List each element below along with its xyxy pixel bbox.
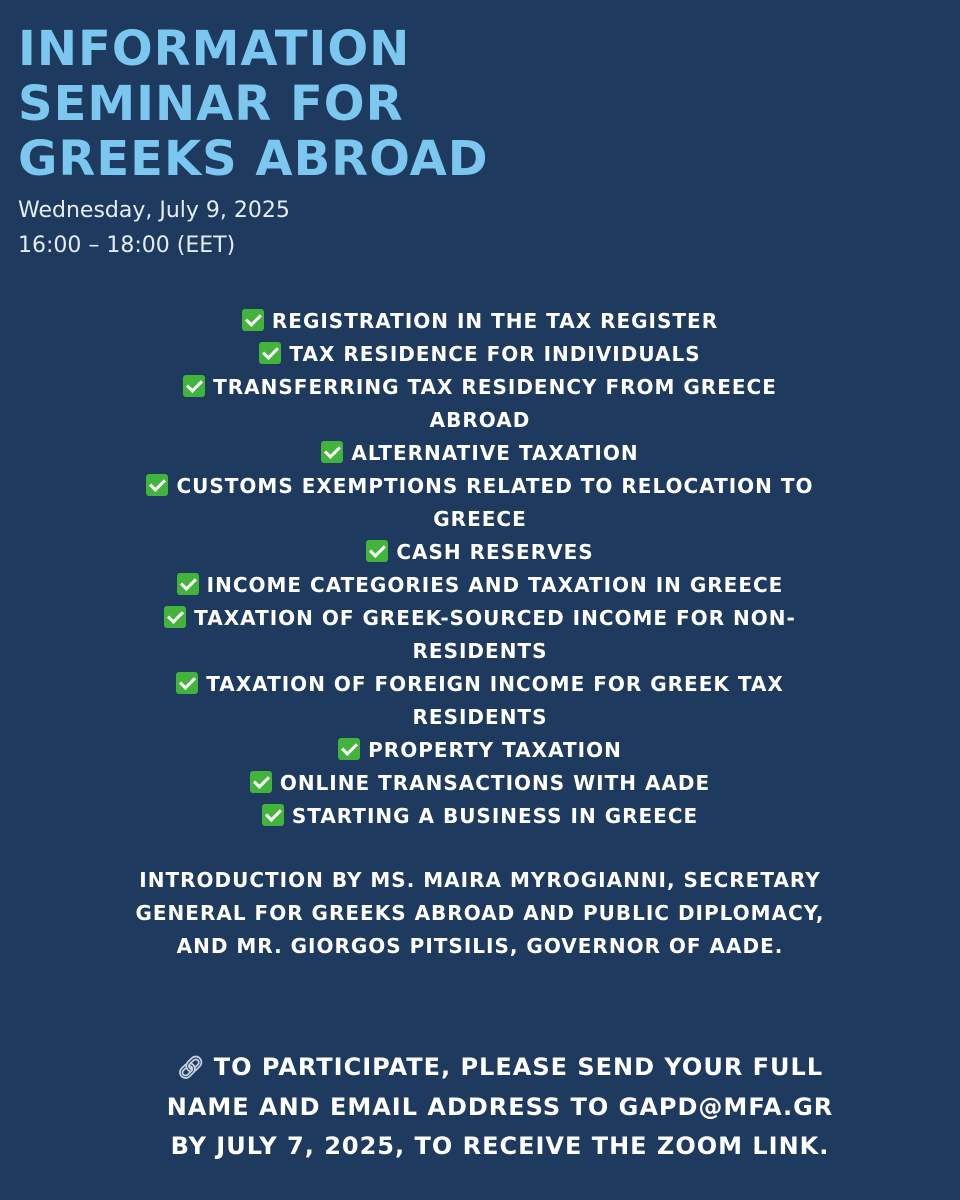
topic-item — [130, 668, 830, 734]
event-time: 16:00 – 18:00 (EET) — [18, 233, 236, 258]
check-mark-icon — [262, 804, 284, 826]
participation-note — [160, 1048, 840, 1166]
topic-item — [130, 800, 830, 833]
topic-item — [130, 734, 830, 767]
topic-item — [130, 371, 830, 437]
topic-label: CASH RESERVES — [396, 540, 594, 564]
topic-item — [130, 602, 830, 668]
check-mark-icon — [338, 738, 360, 760]
topic-label: CUSTOMS EXEMPTIONS RELATED TO RELOCATION TO GREECE — [176, 474, 814, 531]
topic-label: REGISTRATION IN THE TAX REGISTER — [271, 309, 719, 333]
topic-item — [130, 338, 830, 371]
topic-label: TAXATION OF GREEK-SOURCED INCOME FOR NON-RESIDENTS — [194, 606, 796, 663]
participation-text: TO PARTICIPATE, PLEASE SEND YOUR FULL NAME AND EMAIL ADDRESS TO GAPD@MFA.GR BY JULY 7, 2025, TO RECEIVE THE ZOOM LINK. — [166, 1053, 834, 1160]
check-mark-icon — [259, 342, 281, 364]
check-mark-icon — [176, 672, 198, 694]
topic-label: INCOME CATEGORIES AND TAXATION IN GREECE — [206, 573, 784, 597]
topic-label: ONLINE TRANSACTIONS WITH AADE — [279, 771, 711, 795]
title-line-1: INFORMATION — [18, 21, 411, 77]
topic-item — [130, 536, 830, 569]
check-mark-icon — [321, 441, 343, 463]
header — [18, 22, 618, 263]
check-mark-icon — [250, 771, 272, 793]
topic-item — [130, 767, 830, 800]
topic-label: TAXATION OF FOREIGN INCOME FOR GREEK TAX RESIDENTS — [206, 672, 784, 729]
topic-label: TAX RESIDENCE FOR INDIVIDUALS — [289, 342, 701, 366]
topics-list — [0, 305, 960, 833]
link-icon: 🔗︎ — [176, 1056, 206, 1081]
topic-item — [130, 437, 830, 470]
topic-label: STARTING A BUSINESS IN GREECE — [291, 804, 699, 828]
topic-item — [130, 569, 830, 602]
check-mark-icon — [183, 375, 205, 397]
event-date: Wednesday, July 9, 2025 — [18, 198, 290, 223]
topic-label: ALTERNATIVE TAXATION — [351, 441, 639, 465]
check-mark-icon — [146, 474, 168, 496]
introduction-text: INTRODUCTION BY MS. MAIRA MYROGIANNI, SECRETARY GENERAL FOR GREEKS ABROAD AND PUBLIC DIPLOMACY, AND MR. GIORGOS PITSILIS, GOVERNOR OF AADE. — [135, 868, 825, 958]
check-mark-icon — [242, 309, 264, 331]
topic-label: TRANSFERRING TAX RESIDENCY FROM GREECE ABROAD — [213, 375, 777, 432]
topic-item — [130, 470, 830, 536]
check-mark-icon — [164, 606, 186, 628]
check-mark-icon — [366, 540, 388, 562]
topic-label: PROPERTY TAXATION — [368, 738, 622, 762]
check-mark-icon — [177, 573, 199, 595]
title-line-3: GREEKS ABROAD — [18, 131, 489, 187]
title-line-2: SEMINAR FOR — [18, 76, 404, 132]
topic-item — [130, 305, 830, 338]
